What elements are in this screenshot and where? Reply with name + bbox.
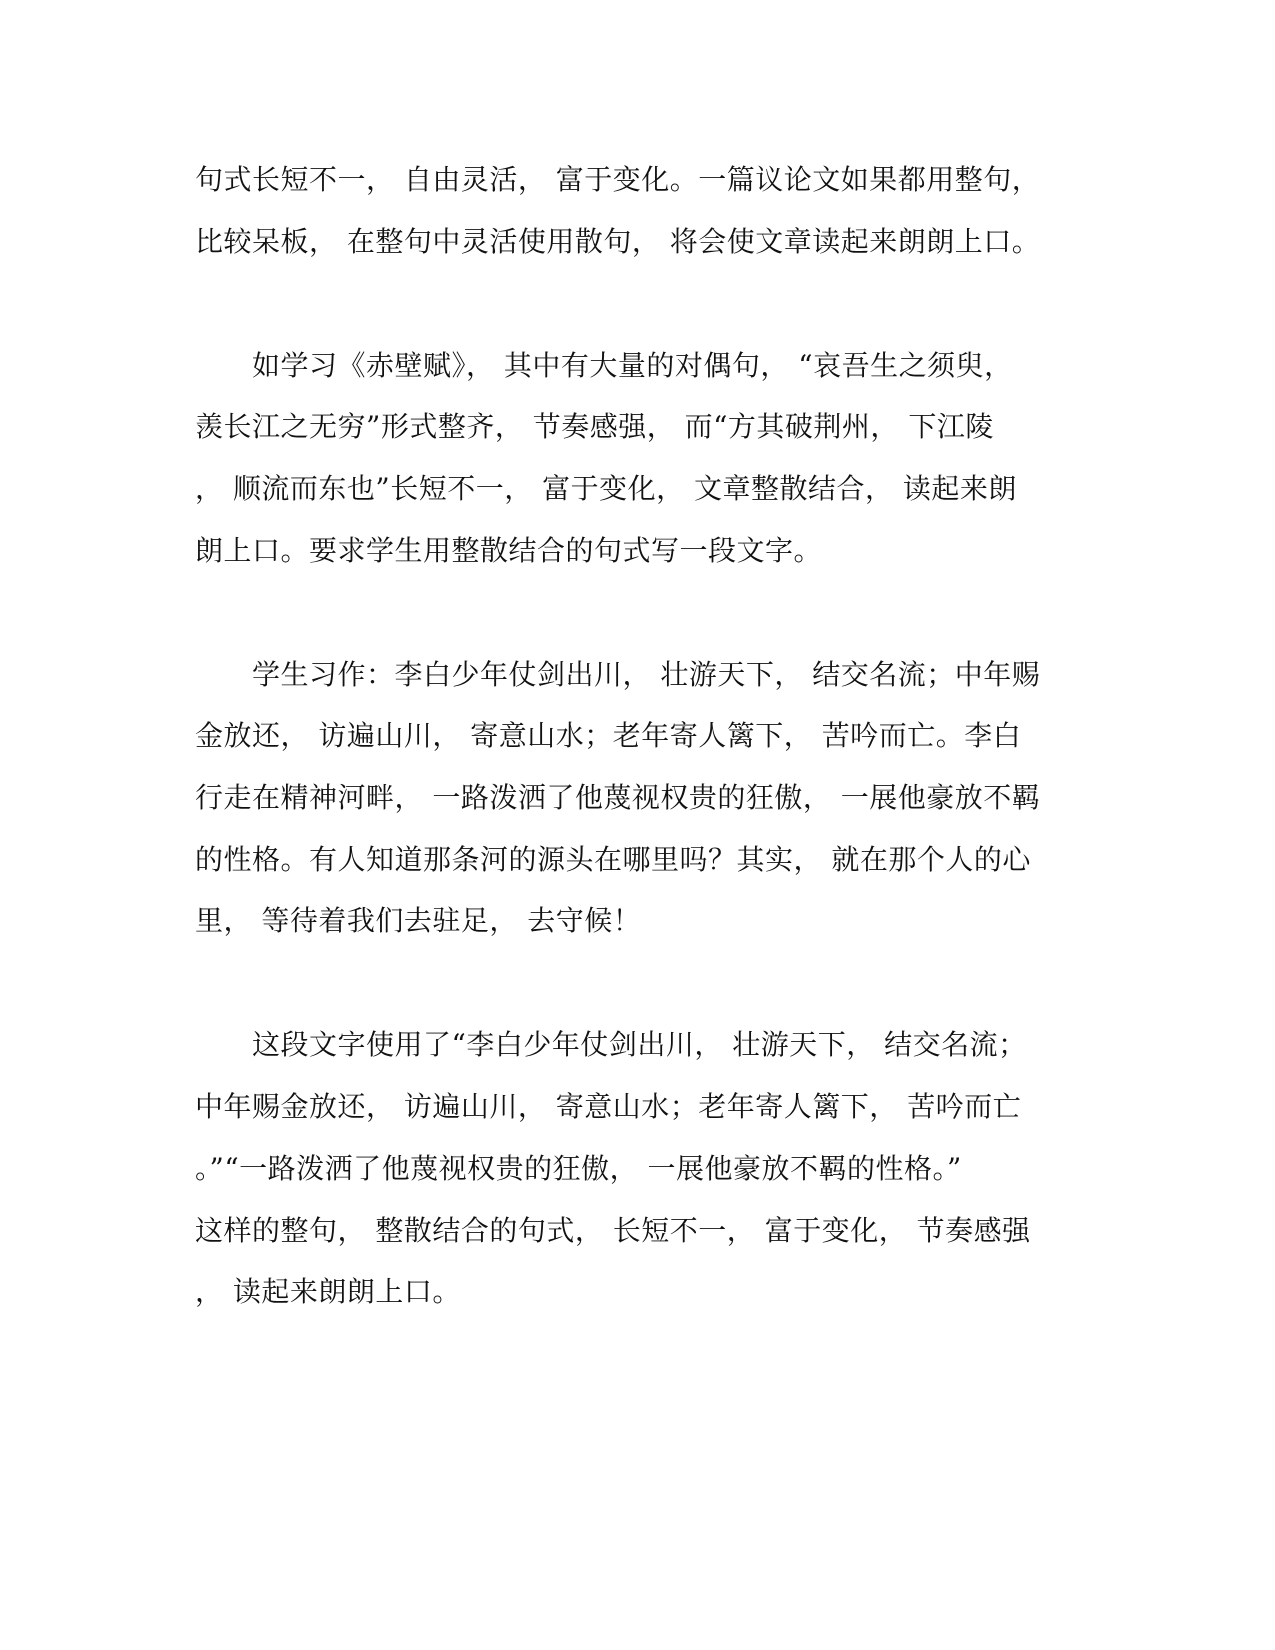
- text-line: ， 顺流而东也”长短不一， 富于变化， 文章整散结合， 读起来朗: [195, 472, 1017, 505]
- text-line: 如学习《赤壁赋》， 其中有大量的对偶句， “哀吾生之须臾，: [195, 349, 1013, 382]
- text-line: ， 读起来朗朗上口。: [195, 1275, 461, 1308]
- text-line: 金放还， 访遍山川， 寄意山水；老年寄人篱下， 苦吟而亡。李白: [195, 719, 1022, 752]
- text-line: 。”“一路泼洒了他蔑视权贵的狂傲， 一展他豪放不羁的性格。”: [195, 1152, 962, 1185]
- text-line: 的性格。有人知道那条河的源头在哪里吗？其实， 就在那个人的心: [195, 843, 1031, 876]
- text-line: 这样的整句， 整散结合的句式， 长短不一， 富于变化， 节奏感强: [195, 1214, 1031, 1247]
- text-line: 比较呆板， 在整句中灵活使用散句， 将会使文章读起来朗朗上口。: [195, 225, 1041, 258]
- text-line: 行走在精神河畔， 一路泼洒了他蔑视权贵的狂傲， 一展他豪放不羁: [195, 781, 1041, 814]
- text-line: 里， 等待着我们去驻足， 去守候！: [195, 904, 642, 937]
- text-line: 羡长江之无穷”形式整齐， 节奏感强， 而“方其破荆州， 下江陵: [195, 410, 994, 443]
- text-line: 朗上口。要求学生用整散结合的句式写一段文字。: [195, 534, 823, 567]
- text-line: 这段文字使用了“李白少年仗剑出川， 壮游天下， 结交名流；: [195, 1028, 1027, 1061]
- text-line: 中年赐金放还， 访遍山川， 寄意山水；老年寄人篱下， 苦吟而亡: [195, 1090, 1022, 1123]
- text-line: 学生习作：李白少年仗剑出川， 壮游天下， 结交名流；中年赐: [195, 658, 1041, 691]
- text-line: 句式长短不一， 自由灵活， 富于变化。一篇议论文如果都用整句，: [195, 163, 1041, 196]
